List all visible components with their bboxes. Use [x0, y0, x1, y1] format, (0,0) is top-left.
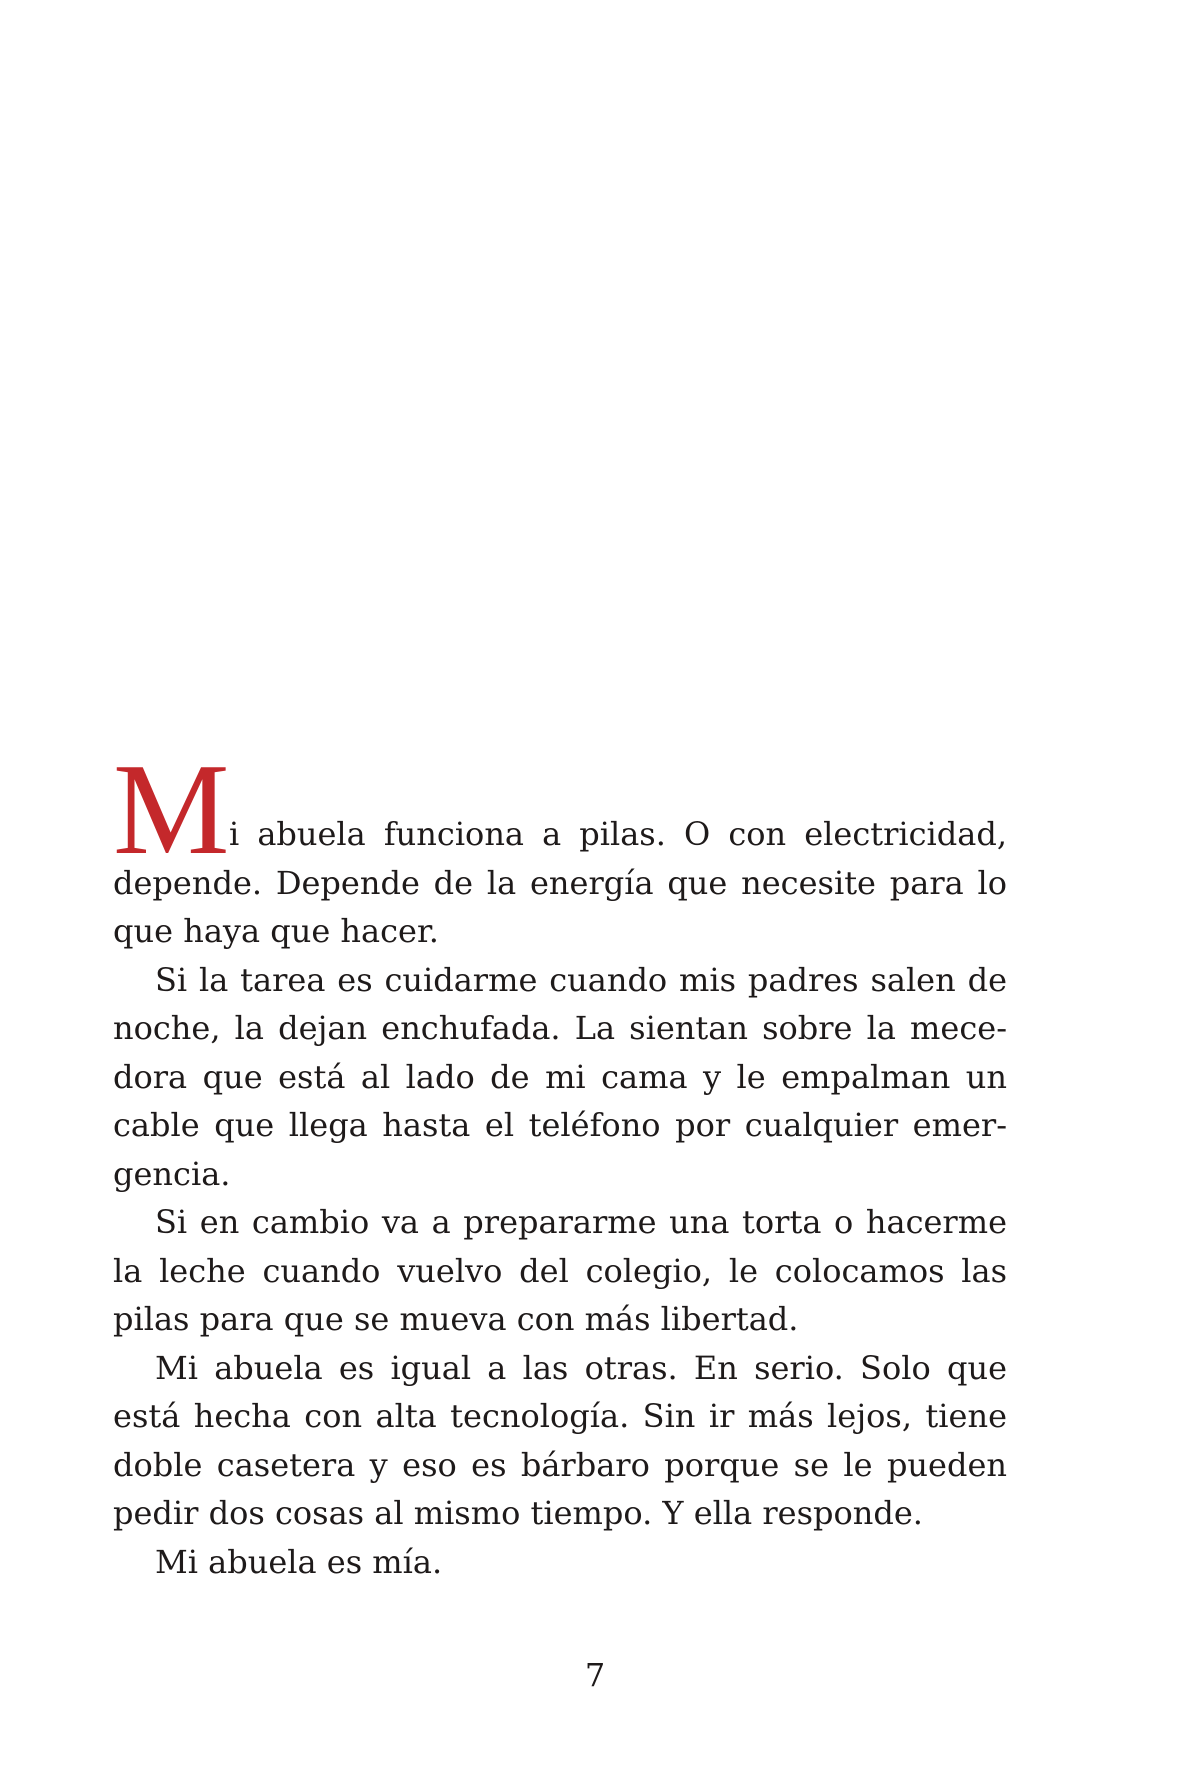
text-line: que haya que hacer. — [113, 912, 439, 950]
text-line: dora que está al lado de mi cama y le empalman un — [113, 1057, 1007, 1096]
text-line: noche, la dejan enchufada. La sientan sobre la mece- — [113, 1009, 1007, 1047]
text-line: Si en cambio va a prepararme una torta o hacerme — [155, 1203, 1007, 1241]
text-line: i abuela funciona a pilas. O con electricidad, — [229, 815, 1007, 853]
text-line: doble casetera y eso es bárbaro porque se le pueden — [113, 1445, 1007, 1484]
text-line: Mi abuela es mía. — [155, 1542, 443, 1581]
text-line: está hecha con alta tecnología. Sin ir más lejos, tiene — [113, 1397, 1007, 1435]
paragraph — [113, 1198, 1007, 1344]
text-line: gencia. — [113, 1154, 231, 1193]
body-text — [113, 810, 1007, 1586]
text-line: depende. Depende de la energía que necesite para lo — [113, 863, 1007, 902]
text-line: la leche cuando vuelvo del colegio, le colocamos las — [113, 1251, 1007, 1290]
text-line: pilas para que se mueva con más libertad. — [113, 1300, 799, 1338]
paragraph — [113, 1538, 1007, 1587]
paragraph — [113, 810, 1007, 956]
paragraph — [113, 956, 1007, 1199]
paragraph — [113, 1344, 1007, 1538]
text-line: Mi abuela es igual a las otras. En serio. Solo que — [155, 1348, 1007, 1387]
text-line: cable que llega hasta el teléfono por cualquier emer- — [113, 1106, 1007, 1144]
page-number: 7 — [584, 1656, 606, 1694]
drop-cap-letter: M — [113, 737, 228, 882]
text-line: pedir dos cosas al mismo tiempo. Y ella responde. — [113, 1494, 923, 1532]
text-line: Si la tarea es cuidarme cuando mis padres salen de — [155, 960, 1007, 999]
